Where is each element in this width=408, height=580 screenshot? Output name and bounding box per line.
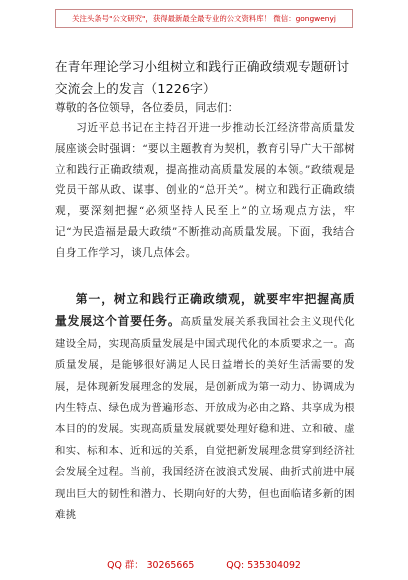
- footer-qq-contact: QQ: 535304092: [226, 560, 301, 571]
- header-banner: 关注头条号"公文研究"，获得最新最全最专业的公文资料库！ 微信：gongwenyj: [55, 9, 353, 28]
- salutation: 尊敬的各位领导，各位委员，同志们：: [55, 101, 239, 114]
- paragraph-heading: 第一，树立和践行正确政绩观，就要牢牢把握高质量发展这个首要任务。: [55, 292, 355, 329]
- paragraph-body: 高质量发展关系我国社会主义现代化建设全局，实现高质量发展是中国式现代化的本质要求之一。高质量发展，是能够很好满足人民日益增长的美好生活需要的发展，是体现新发展理念的发展，是创新成为第一动力、协调成为内生特点、绿色成为普遍形态、开放成为必由之路、共享成为根本目的的发展。实现高质量发展就要处理好稳和进、立和破、虚和实、标和本、近和远的关系，自觉把新发展理念贯穿到经济社会发展全过程。当前，我国经济在波浪式发展、曲折式前进中展现出巨大的韧性和潜力、长期向好的大势，但也面临诸多新的困难挑: [55, 316, 355, 522]
- footer: [0, 557, 408, 571]
- paragraph-first-point: [55, 289, 355, 526]
- paragraph-intro: 习近平总书记在主持召开进一步推动长江经济带高质量发展座谈会时强调：“要以主题教育为契机，教育引导广大干部树立和践行正确政绩观，提高推动高质量发展的本领。”政绩观是党员干部从政、谋事、创业的“总开关”。树立和践行正确政绩观，要深刻把握“必须坚持人民至上”的立场观点方法，牢记“为民造福是最大政绩”不断推动高质量发展。下面，我结合自身工作学习，谈几点体会。: [55, 122, 355, 259]
- document-title: 在青年理论学习小组树立和践行正确政绩观专题研讨交流会上的发言（1226字）: [55, 59, 350, 96]
- footer-qq-group: QQ 群： 30265665: [107, 560, 195, 571]
